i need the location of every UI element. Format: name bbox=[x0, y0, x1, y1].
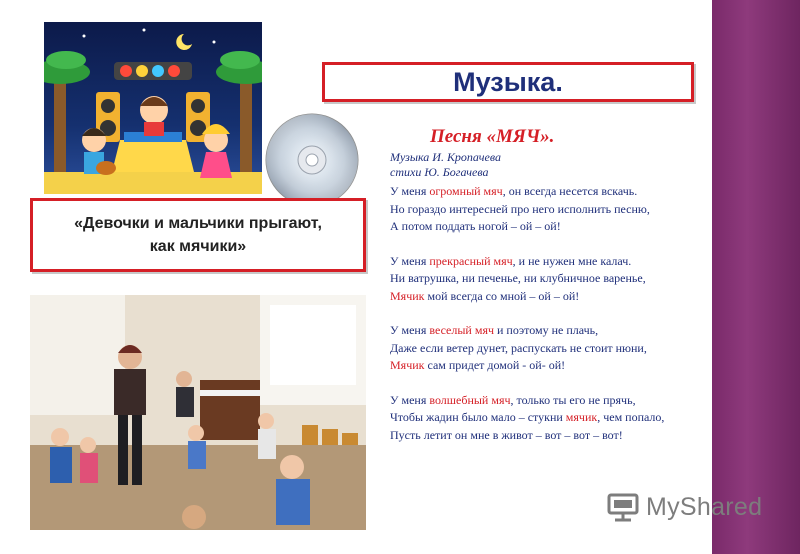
myshared-watermark bbox=[606, 492, 762, 522]
music-credit: Музыка И. Кропачева bbox=[390, 150, 501, 164]
highlighted-phrase: Мячик bbox=[390, 288, 425, 303]
lyrics-line bbox=[390, 288, 730, 306]
highlighted-phrase: прекрасный мяч bbox=[429, 253, 513, 268]
lyrics-stanza bbox=[390, 322, 730, 375]
lyrics-text: Даже если ветер дунет, распускать не стоит нюни, bbox=[390, 340, 647, 355]
classroom-photo bbox=[30, 295, 366, 530]
song-lyrics bbox=[390, 183, 730, 461]
quote-text bbox=[74, 212, 322, 258]
lyrics-text: У меня bbox=[390, 323, 430, 337]
lyrics-line bbox=[390, 322, 730, 340]
lyrics-credit: стихи Ю. Богачева bbox=[390, 165, 489, 179]
lyrics-line bbox=[390, 183, 730, 201]
watermark-text: MyShared bbox=[646, 492, 763, 521]
lyrics-text: , чем попало, bbox=[597, 410, 665, 424]
highlighted-phrase: веселый мяч bbox=[429, 323, 494, 337]
lyrics-line bbox=[390, 427, 730, 445]
lyrics-line bbox=[390, 270, 730, 288]
lyrics-line bbox=[390, 340, 730, 358]
lyrics-line bbox=[390, 253, 730, 271]
lyrics-stanza bbox=[390, 253, 730, 306]
lyrics-text: Ни ватрушка, ни печенье, ни клубничное варенье, bbox=[390, 271, 646, 285]
quote-line-2: как мячики» bbox=[149, 238, 247, 255]
cd-disc-image bbox=[264, 112, 360, 208]
lyrics-text: У меня bbox=[390, 253, 430, 268]
slide-title: Музыка. bbox=[453, 66, 563, 97]
lyrics-text: мой всегда со мной – ой – ой! bbox=[424, 288, 580, 303]
song-credits bbox=[390, 150, 501, 180]
lyrics-text: Но гораздо интересней про него исполнить песню, bbox=[390, 201, 650, 216]
slide-title-box bbox=[322, 62, 694, 102]
lyrics-line bbox=[390, 409, 730, 427]
highlighted-phrase: мячик bbox=[565, 410, 598, 424]
lyrics-text: У меня bbox=[390, 392, 430, 407]
lyrics-line bbox=[390, 392, 730, 410]
quote-line-1: «Девочки и мальчики прыгают, bbox=[74, 215, 322, 232]
highlighted-phrase: Мячик bbox=[390, 358, 425, 372]
lyrics-text: А потом поддать ногой – ой – ой! bbox=[390, 219, 561, 233]
lyrics-text: Чтобы жадин было мало – стукни bbox=[390, 410, 566, 424]
lyrics-text: , только ты его не прячь, bbox=[510, 392, 636, 407]
lyrics-line bbox=[390, 201, 730, 219]
lyrics-text: Пусть летит он мне в живот – вот – вот – вот! bbox=[390, 427, 623, 442]
kids-music-illustration bbox=[44, 22, 262, 194]
lyrics-text: сам придет домой - ой- ой! bbox=[424, 358, 566, 372]
lyrics-line bbox=[390, 357, 730, 375]
song-title: Песня «МЯЧ». bbox=[430, 126, 555, 147]
lyrics-text: , он всегда несется вскачь. bbox=[502, 184, 638, 198]
lyrics-text: и поэтому не плачь, bbox=[494, 323, 599, 337]
lyrics-text: У меня bbox=[390, 184, 430, 198]
lyrics-line bbox=[390, 218, 730, 236]
highlighted-phrase: огромный мяч bbox=[429, 184, 503, 198]
quote-box bbox=[30, 198, 366, 272]
lyrics-stanza bbox=[390, 183, 730, 236]
lyrics-text: , и не нужен мне калач. bbox=[512, 253, 632, 268]
lyrics-stanza bbox=[390, 392, 730, 445]
presentation-icon bbox=[606, 492, 640, 522]
highlighted-phrase: волшебный мяч bbox=[429, 392, 511, 407]
